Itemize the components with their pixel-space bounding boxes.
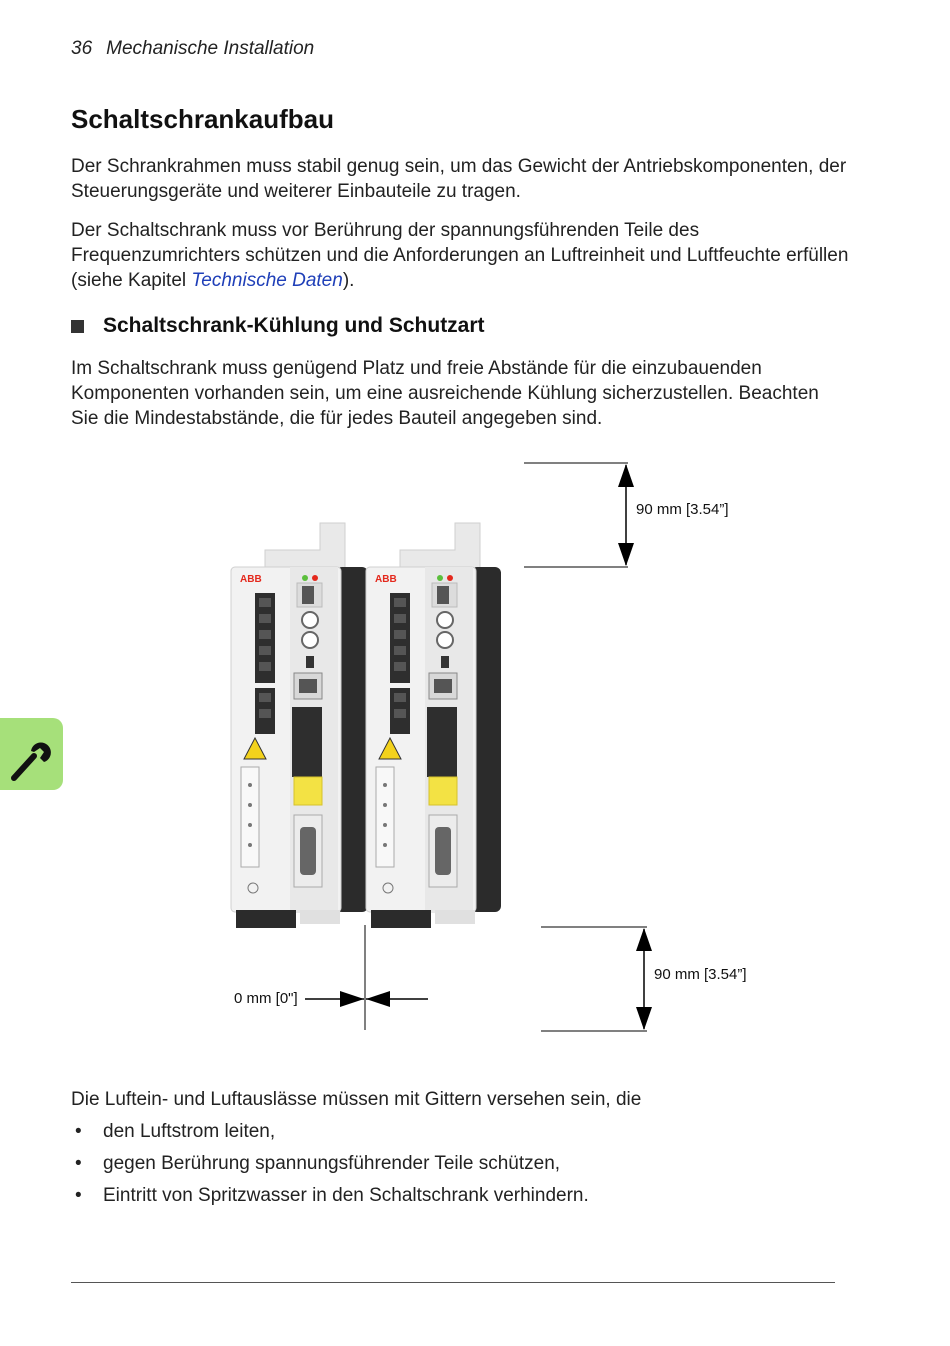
paragraph-frame: Der Schrankrahmen muss stabil genug sein, um das Gewicht der Antriebskomponenten, der Steuerungsgeräte und weiterer Einbauteile zu tragen. <box>71 156 847 202</box>
paragraph-grilles: Die Luftein- und Luftauslässe müssen mit Gittern versehen sein, die <box>71 1089 642 1110</box>
footer-rule <box>71 1282 835 1283</box>
paragraph-protection-text: Der Schaltschrank muss vor Berührung der spannungsführenden Teile des Frequenzumrichters schützen und die Anforderungen an Luftreinheit und Luftfeuchte erfüllen (siehe Kapitel <box>71 220 849 291</box>
page-title: Schaltschrankaufbau <box>71 104 334 134</box>
paragraph-protection-end: ). <box>342 270 355 291</box>
wrench-icon <box>0 718 63 790</box>
page-header <box>71 38 314 60</box>
list-item <box>71 1183 589 1215</box>
paragraph-protection <box>71 218 851 293</box>
paragraph-cooling: Im Schaltschrank muss genügend Platz und freie Abstände für die einzubauenden Komponenten vorhanden sein, um eine ausreichende Kühlung sicherzustellen. Beachten Sie die Mindestabstände, die für jedes Bauteil angegeben sind. <box>71 358 819 429</box>
chapter-tab[interactable] <box>0 718 63 790</box>
list-item <box>71 1151 589 1183</box>
list-item-text: Eintritt von Spritzwasser in den Schaltschrank verhindern. <box>103 1185 589 1206</box>
subheading <box>71 314 485 338</box>
side-clearance-label: 0 mm [0"] <box>234 990 298 1007</box>
bullet-dot: • <box>75 1121 82 1142</box>
requirements-list <box>71 1119 589 1215</box>
drive-unit-right <box>366 523 501 928</box>
subheading-text: Schaltschrank-Kühlung und Schutzart <box>103 314 485 337</box>
bullet-dot: • <box>75 1185 82 1206</box>
bottom-clearance-dimension <box>541 927 652 1031</box>
list-item <box>71 1119 589 1151</box>
top-clearance-dimension <box>524 463 634 567</box>
drive-unit-left <box>231 523 368 928</box>
abb-logo-right: ABB <box>375 574 397 585</box>
section-title: Mechanische Installation <box>106 38 315 59</box>
top-clearance-label: 90 mm [3.54”] <box>636 501 729 518</box>
list-item-text: gegen Berührung spannungsführender Teile schützen, <box>103 1153 561 1174</box>
bullet-dot: • <box>75 1153 82 1174</box>
page-number: 36 <box>71 38 93 59</box>
abb-logo-left: ABB <box>240 574 262 585</box>
square-bullet-icon <box>71 320 84 333</box>
clearance-figure <box>0 455 950 1045</box>
bottom-clearance-label: 90 mm [3.54”] <box>654 966 747 983</box>
list-item-text: den Luftstrom leiten, <box>103 1121 276 1142</box>
link-technische-daten[interactable]: Technische Daten <box>191 270 343 291</box>
side-clearance-dimension <box>305 925 428 1030</box>
